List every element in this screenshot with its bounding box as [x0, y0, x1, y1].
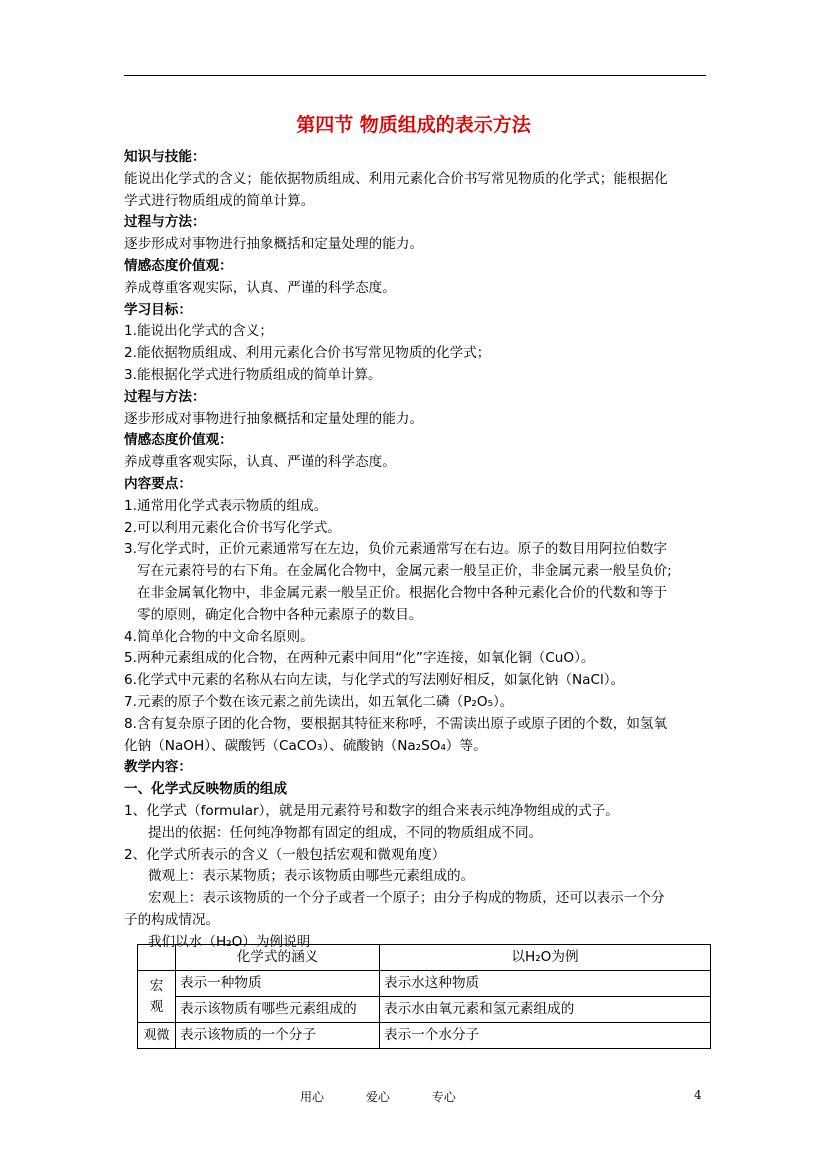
section-heading: 情感态度价值观：: [124, 432, 233, 449]
text-line: 7.元素的原子个数在该元素之前先读出，如五氧化二磷（P₂O₅）。: [124, 693, 514, 710]
text-line: 5.两种元素组成的化合物，在两种元素中间用“化”字连接，如氧化铜（CuO）。: [124, 650, 595, 667]
text-line: 我们以水（H₂O）为例说明: [148, 933, 311, 950]
text-line: 2.可以利用元素化合价书写化学式。: [124, 519, 341, 536]
section-heading: 情感态度价值观：: [124, 257, 233, 274]
section-heading: 内容要点：: [124, 475, 192, 492]
text-line: 2.能依据物质组成、利用元素化合价书写常见物质的化学式；: [124, 345, 491, 362]
table-corner-cell: [138, 945, 176, 971]
text-line: 4.简单化合物的中文命名原则。: [124, 628, 314, 645]
macro-group-text: 宏观: [149, 977, 164, 1015]
text-line: 逐步形成对事物进行抽象概括和定量处理的能力。: [124, 236, 424, 253]
text-line: 逐步形成对事物进行抽象概括和定量处理的能力。: [124, 410, 424, 427]
footer-motto-item: 专心: [431, 1090, 456, 1104]
table-header-row: [138, 945, 711, 971]
text-line: 化钠（NaOH）、碳酸钙（CaCO₃）、硫酸钠（Na₂SO₄）等。: [124, 737, 487, 754]
header-rule: [124, 75, 706, 76]
table-header-meaning: 化学式的涵义: [176, 945, 380, 971]
text-line: 写在元素符号的右下角。在金属化合物中，金属元素一般呈正价，非金属元素一般呈负价;: [137, 563, 672, 580]
section-heading: 知识与技能：: [124, 149, 206, 165]
text-line: 养成尊重客观实际，认真、严谨的科学态度。: [124, 279, 396, 296]
page-number: 4: [694, 1088, 702, 1102]
text-line: 零的原则，确定化合物中各种元素原子的数目。: [137, 606, 423, 623]
section-heading: 一、化学式反映物质的组成: [124, 781, 288, 798]
text-line: 3.写化学式时，正价元素通常写在左边，负价元素通常写在右边。原子的数目用阿拉伯数字: [124, 541, 668, 558]
text-line: 在非金属氧化物中，非金属元素一般呈正价。根据化合物中各种元素化合价的代数和等于: [137, 584, 668, 601]
water-formula-table: [137, 944, 711, 1049]
table-cell-example: 表示一个水分子: [380, 1023, 711, 1049]
footer-motto-item: 用心: [300, 1090, 325, 1104]
page-title: 第四节 物质组成的表示方法: [296, 114, 531, 136]
text-line: 养成尊重客观实际，认真、严谨的科学态度。: [124, 454, 396, 471]
footer-motto: [300, 1088, 494, 1105]
text-line: 1.通常用化学式表示物质的组成。: [124, 497, 328, 514]
table-cell-meaning: 表示该物质有哪些元素组成的: [176, 997, 380, 1023]
text-line: 提出的依据：任何纯净物都有固定的组成，不同的物质组成不同。: [148, 824, 543, 841]
text-line: 2、化学式所表示的含义（一般包括宏观和微观角度）: [124, 846, 446, 863]
document-body: [124, 147, 706, 953]
table-cell-example: 表示水由氧元素和氢元素组成的: [380, 997, 711, 1023]
table-cell-meaning: 表示一种物质: [176, 971, 380, 997]
table-header-example: 以H₂O为例: [380, 945, 711, 971]
section-heading: 教学内容：: [124, 759, 192, 776]
table-row: [138, 1023, 711, 1049]
section-heading: 学习目标：: [124, 301, 192, 318]
text-line: 微观上：表示某物质；表示该物质由哪些元素组成的。: [148, 868, 475, 885]
section-heading: 过程与方法：: [124, 214, 206, 231]
text-line: 学式进行物质组成的简单计算。: [124, 192, 315, 209]
table-row: [138, 997, 711, 1023]
text-line: 宏观上：表示该物质的一个分子或者一个原子；由分子构成的物质，还可以表示一个分: [148, 890, 665, 907]
text-line: 8.含有复杂原子团的化合物，要根据其特征来称呼，不需读出原子或原子团的个数，如氢氧: [124, 715, 668, 732]
text-line: 1、化学式（formular），就是用元素符号和数字的组合来表示纯净物组成的式子。: [124, 802, 619, 819]
text-line: 1.能说出化学式的含义；: [124, 323, 273, 340]
table-cell-meaning: 表示该物质的一个分子: [176, 1023, 380, 1049]
text-line: 子的构成情况。: [124, 911, 220, 928]
text-line: 能说出化学式的含义；能依据物质组成、利用元素化合价书写常见物质的化学式；能根据化: [124, 170, 668, 187]
footer-motto-item: 爱心: [365, 1090, 390, 1104]
text-line: 3.能根据化学式进行物质组成的简单计算。: [124, 366, 382, 383]
table-cell-example: 表示水这种物质: [380, 971, 711, 997]
micro-group-label: 观微: [138, 1023, 176, 1049]
section-heading: 过程与方法：: [124, 388, 206, 405]
table-row: [138, 971, 711, 997]
macro-group-label: [138, 971, 176, 1023]
text-line: 6.化学式中元素的名称从右向左读，与化学式的写法刚好相反，如氯化钠（NaCl）。: [124, 672, 625, 689]
